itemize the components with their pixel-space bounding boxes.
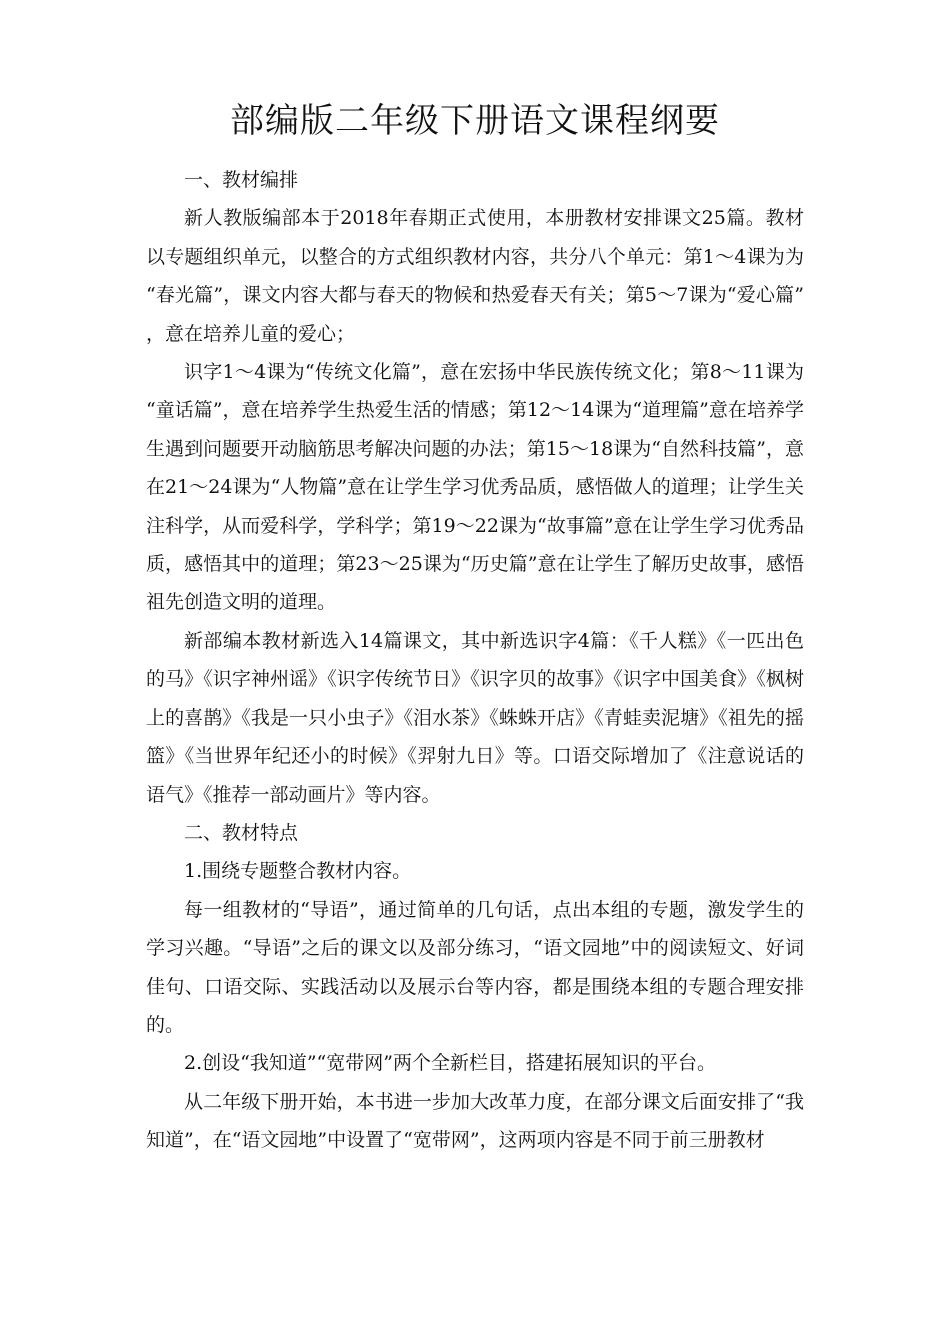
document-body — [146, 161, 804, 1160]
paragraph: 每一组教材的“导语”，通过简单的几句话，点出本组的专题，激发学生的学习兴趣。“导语”之后的课文以及部分练习，“语文园地”中的阅读短文、好词佳句、口语交际、实践活动以及展示台等内容，都是围绕本组的专题合理安排的。 — [146, 898, 804, 1036]
section-heading-textbook-arrangement: 一、教材编排 — [184, 169, 299, 191]
paragraph: 新人教版编部本于2018年春期正式使用，本册教材安排课文25篇。教材以专题组织单元，以整合的方式组织教材内容，共分八个单元：第1～4课为为“春光篇”，课文内容大都与春天的物候和热爱春天有关；第5～7课为“爱心篇”，意在培养儿童的爱心； — [146, 207, 804, 345]
subheading-1: 1.围绕专题整合教材内容。 — [184, 860, 412, 883]
paragraph: 识字1～4课为“传统文化篇”，意在宏扬中华民族传统文化；第8～11课为“童话篇”，意在培养学生热爱生活的情感；第12～14课为“道理篇”意在培养学生遇到问题要开动脑筋思考解决问题的办法；第15～18课为“自然科技篇”，意在21～24课为“人物篇”意在让学生学习优秀品质，感悟做人的道理；让学生关注科学，从而爱科学，学科学；第19～22课为“故事篇”意在让学生学习优秀品质，感悟其中的道理；第23～25课为“历史篇”意在让学生了解历史故事，感悟祖先创造文明的道理。 — [146, 361, 804, 614]
paragraph: 从二年级下册开始，本书进一步加大改革力度，在部分课文后面安排了“我知道”，在“语文园地”中设置了“宽带网”，这两项内容是不同于前三册教材 — [146, 1090, 804, 1152]
subheading-2: 2.创设“我知道”“宽带网”两个全新栏目，搭建拓展知识的平台。 — [184, 1052, 716, 1075]
paragraph: 新部编本教材新选入14篇课文，其中新选识字4篇：《千人糕》《一匹出色的马》《识字神州谣》《识字传统节日》《识字贝的故事》《识字中国美食》《枫树上的喜鹊》《我是一只小虫子》《泪水茶》《蛛蛛开店》《青蛙卖泥塘》《祖先的摇篮》《当世界年纪还小的时候》《羿射九日》等。口语交际增加了《注意说话的语气》《推荐一部动画片》等内容。 — [146, 629, 804, 806]
document-title: 部编版二年级下册语文课程纲要 — [230, 101, 720, 141]
section-heading-textbook-features: 二、教材特点 — [184, 821, 299, 844]
